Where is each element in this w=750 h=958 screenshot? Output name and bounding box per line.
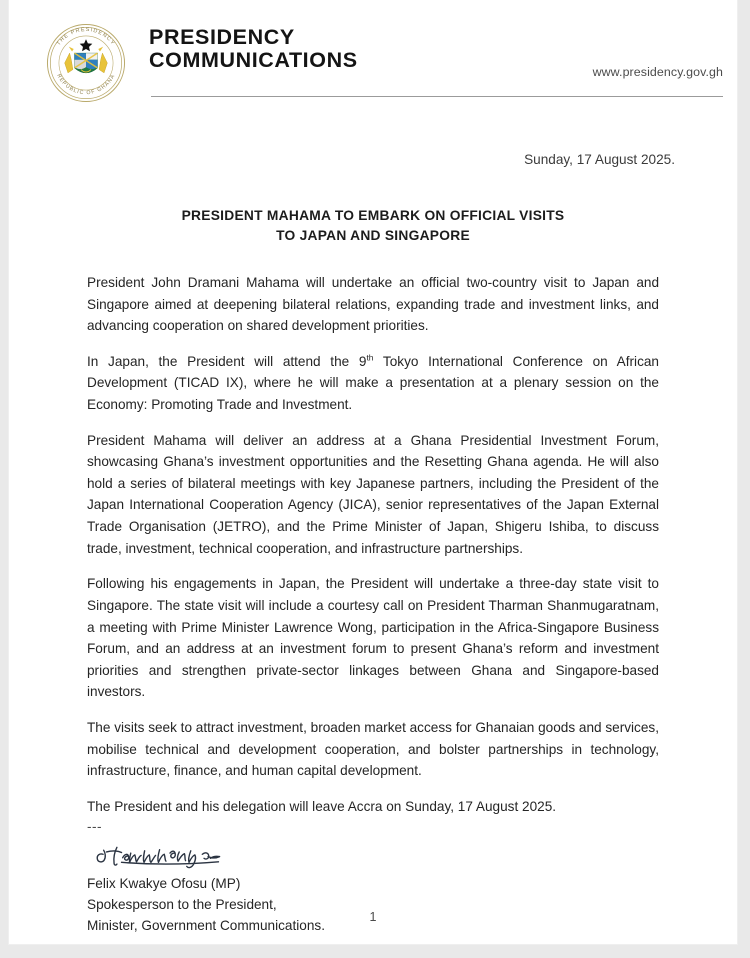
brand-line-2: COMMUNICATIONS [149, 48, 358, 73]
ghana-presidency-seal-icon [45, 22, 127, 104]
body-column [87, 272, 659, 936]
signature-block [87, 874, 659, 936]
paragraph-singapore: Following his engagements in Japan, the President will undertake a three-day state visit to Singapore. The state visit will include a courtesy call on President Tharman Shanmugaratnam, a meeting with Prime Minister Lawrence Wong, participation in the Africa-Singapore Business Forum, and an address at an investment forum to present Ghana’s reform and investment priorities and strengthen private-sector linkages between Ghana and Singapore-based investors. [87, 576, 659, 700]
handwritten-signature-icon [87, 838, 659, 874]
paragraph-ticad [87, 351, 659, 416]
letterhead [9, 0, 737, 104]
signatory-role-spokesperson: Spokesperson to the President, [87, 897, 277, 913]
paragraph-investment-forum: President Mahama will deliver an address at a Ghana Presidential Investment Forum, showcasing Ghana’s investment opportunities and the Resetting Ghana agenda. He will also hold a series of bilateral meetings with key Japanese partners, including the President of the Japan International Cooperation Agency (JICA), senior representatives of the Japan External Trade Organisation (JETRO), and the Prime Minister of Japan, Shigeru Ishiba, to discuss trade, investment, technical cooperation, and infrastructure partnerships. [87, 432, 659, 556]
paragraph-departure: The President and his delegation will leave Accra on Sunday, 17 August 2025. [87, 798, 557, 814]
brand-title [149, 26, 358, 72]
paragraph-intro: President John Dramani Mahama will undertake an official two-country visit to Japan and Singapore aimed at deepening bilateral relations, expanding trade and investment links, and advancing cooperation on shared development priorities. [87, 275, 659, 334]
ticad-prefix: In Japan, the President will attend the 9 [87, 353, 367, 369]
svg-text:REPUBLIC OF GHANA: REPUBLIC OF GHANA [55, 73, 117, 97]
document-body [9, 104, 737, 936]
svg-text:THE PRESIDENCY: THE PRESIDENCY [55, 26, 117, 47]
document-title [9, 206, 737, 246]
document-date: Sunday, 17 August 2025. [524, 152, 675, 167]
ticad-suffix: Tokyo International Conference on African Development (TICAD IX), where he will make a presentation at a plenary session on the Economy: Promoting Trade and Investment. [87, 353, 659, 413]
ordinal-suffix: th [366, 352, 374, 363]
title-line-2: TO JAPAN AND SINGAPORE [276, 228, 470, 243]
document-page [9, 0, 737, 944]
brand-line-1: PRESIDENCY [149, 25, 295, 49]
header-divider [151, 96, 723, 97]
title-line-1: PRESIDENT MAHAMA TO EMBARK ON OFFICIAL VISITS [181, 208, 565, 223]
signatory-name: Felix Kwakye Ofosu (MP) [87, 876, 241, 892]
page-number: 1 [369, 910, 377, 924]
website-url: www.presidency.gov.gh [592, 65, 723, 79]
paragraph-objectives: The visits seek to attract investment, broaden market access for Ghanaian goods and services, mobilise technical and development cooperation, and bolster partnerships in technology, infrastructure, finance, and human capital development. [87, 719, 659, 779]
separator-dashes: --- [87, 819, 103, 835]
signatory-role-minister: Minister, Government Communications. [87, 917, 325, 933]
